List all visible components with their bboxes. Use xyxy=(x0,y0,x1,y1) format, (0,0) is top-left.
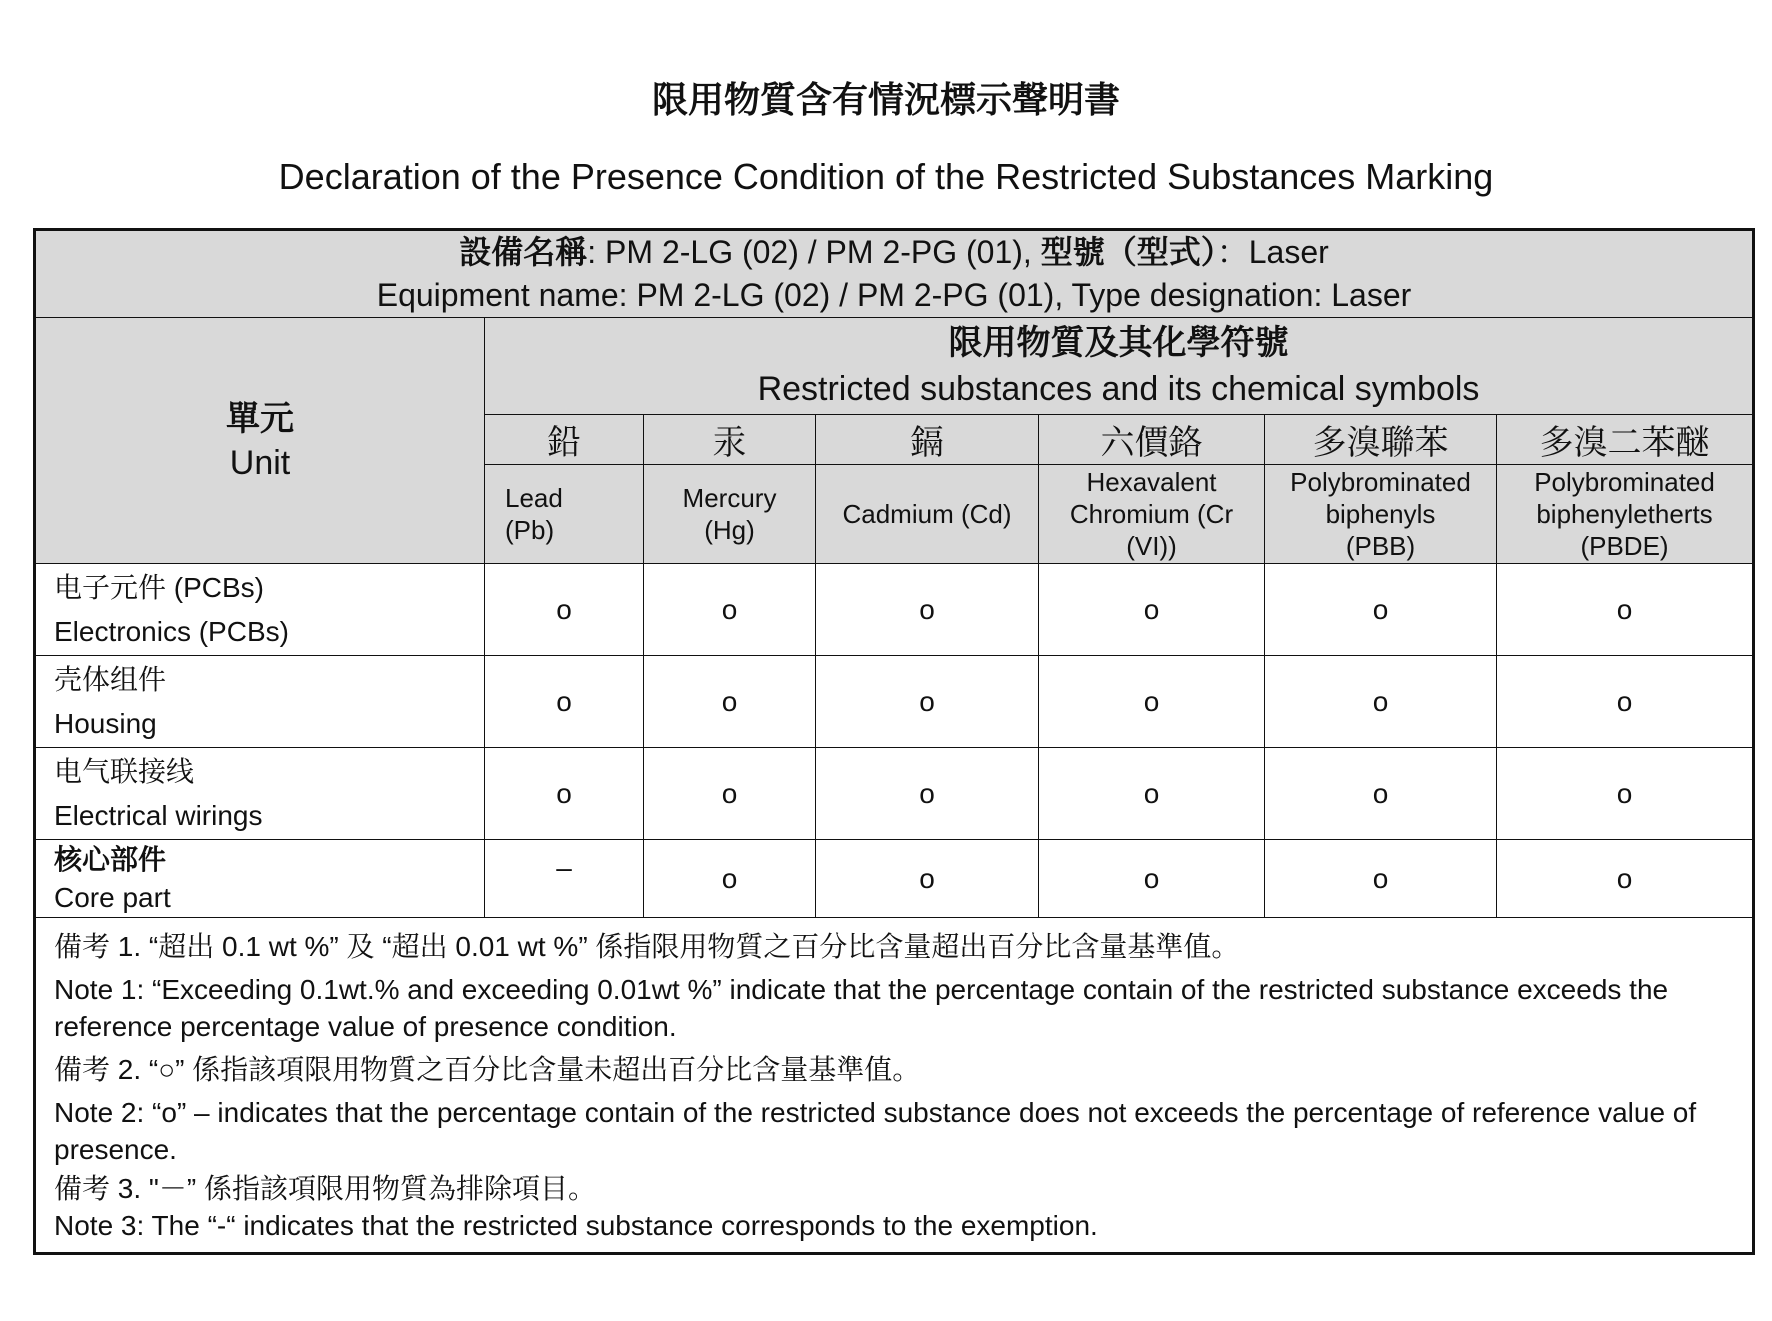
note-3-en: Note 3: The “-“ indicates that the restricted substance corresponds to the exemption. xyxy=(54,1210,1098,1241)
row-label-core xyxy=(35,840,485,918)
value-cell: – xyxy=(485,840,644,918)
value-cell: o xyxy=(816,840,1039,918)
equipment-zh-type: ：Laser xyxy=(1216,234,1329,270)
substance-en-pbde xyxy=(1497,465,1754,564)
row-label-en: Housing xyxy=(54,707,157,739)
substance-en-mercury xyxy=(644,465,816,564)
table-row xyxy=(35,564,1754,656)
substance-zh-lead: 鉛 xyxy=(485,415,644,465)
value-cell: o xyxy=(1265,564,1497,656)
value-cell: o xyxy=(1265,748,1497,840)
row-label-zh: 壳体组件 xyxy=(54,663,167,695)
substance-en-line: (Hg) xyxy=(704,515,755,545)
value-cell: o xyxy=(1039,748,1265,840)
equipment-en-line: Equipment name: PM 2-LG (02) / PM 2-PG (01), Type designation: Laser xyxy=(376,277,1412,313)
value-cell: o xyxy=(1265,656,1497,748)
substance-zh-pbde: 多溴二苯醚 xyxy=(1497,415,1754,465)
value-cell: o xyxy=(485,564,644,656)
value-cell: o xyxy=(644,748,816,840)
value-cell: o xyxy=(1497,840,1754,918)
value-cell: o xyxy=(816,748,1039,840)
substance-en-cadmium xyxy=(816,465,1039,564)
substance-en-line: biphenyletherts xyxy=(1536,499,1713,529)
note-3-zh: 備考 3. "－” 係指該項限用物質為排除項目。 xyxy=(54,1173,596,1204)
value-cell: o xyxy=(485,748,644,840)
page-title-en: Declaration of the Presence Condition of the Restricted Substances Marking xyxy=(278,156,1494,197)
notes-cell xyxy=(35,918,1754,1254)
substance-en-line: Cadmium (Cd) xyxy=(842,499,1012,529)
value-cell: o xyxy=(1039,840,1265,918)
declaration-table xyxy=(33,228,1755,1255)
substance-en-chromium xyxy=(1039,465,1265,564)
value-cell: o xyxy=(1039,656,1265,748)
unit-header-zh: 單元 xyxy=(226,399,294,438)
equipment-cell xyxy=(35,230,1754,318)
substance-en-lead xyxy=(485,465,644,564)
value-cell: o xyxy=(644,656,816,748)
value-cell: o xyxy=(816,564,1039,656)
table-row xyxy=(35,748,1754,840)
row-label-en: Electronics (PCBs) xyxy=(54,615,289,647)
substance-zh-chromium: 六價鉻 xyxy=(1039,415,1265,465)
substance-en-pbb xyxy=(1265,465,1497,564)
equipment-zh-type-label: 型號（型式） xyxy=(1040,234,1217,270)
value-cell: o xyxy=(644,564,816,656)
row-label-wirings xyxy=(35,748,485,840)
substance-zh-mercury: 汞 xyxy=(644,415,816,465)
restricted-header-row xyxy=(35,318,1754,415)
restricted-header-cell xyxy=(485,318,1754,415)
row-label-zh: 电子元件 (PCBs) xyxy=(54,571,265,603)
substance-en-line: Hexavalent xyxy=(1086,467,1217,497)
row-label-zh: 电气联接线 xyxy=(54,755,195,787)
value-cell: o xyxy=(1497,748,1754,840)
substance-en-line: Chromium (Cr xyxy=(1069,499,1234,529)
notes-row xyxy=(35,918,1754,1254)
row-label-electronics xyxy=(35,564,485,656)
substance-en-line: Polybrominated xyxy=(1290,467,1471,497)
substance-en-line: Mercury xyxy=(682,483,777,513)
row-label-en: Core part xyxy=(54,881,171,913)
substance-en-line: (PBDE) xyxy=(1580,531,1669,561)
unit-header-cell xyxy=(35,318,485,564)
value-cell: o xyxy=(485,656,644,748)
row-label-en: Electrical wirings xyxy=(54,799,263,831)
equipment-zh-line xyxy=(36,231,1752,274)
substance-en-line: (PBB) xyxy=(1345,531,1416,561)
value-cell: o xyxy=(1497,564,1754,656)
row-label-housing xyxy=(35,656,485,748)
equipment-zh-label: 設備名稱 xyxy=(459,234,588,270)
substance-en-line: Polybrominated xyxy=(1534,467,1715,497)
note-2-zh: 備考 2. “○” 係指該項限用物質之百分比含量未超出百分比含量基準值。 xyxy=(54,1054,921,1085)
value-cell: o xyxy=(644,840,816,918)
note-2-en: Note 2: “o” – indicates that the percentage contain of the restricted substance does not exceeds the percentage of reference value of presence. xyxy=(54,1097,1697,1165)
equipment-row xyxy=(35,230,1754,318)
note-1-en: Note 1: “Exceeding 0.1wt.% and exceeding 0.01wt %” indicate that the percentage contain of the restricted substance exceeds the reference percentage value of presence condition. xyxy=(54,974,1669,1042)
restricted-header-zh: 限用物質及其化學符號 xyxy=(948,324,1289,362)
value-cell: o xyxy=(1497,656,1754,748)
value-cell: o xyxy=(1039,564,1265,656)
value-cell: o xyxy=(1265,840,1497,918)
value-cell: o xyxy=(816,656,1039,748)
substance-en-line: (VI)) xyxy=(1126,531,1177,561)
substance-zh-pbb: 多溴聯苯 xyxy=(1265,415,1497,465)
unit-header-en: Unit xyxy=(229,443,291,482)
note-1-zh: 備考 1. “超出 0.1 wt %” 及 “超出 0.01 wt %” 係指限用物質之百分比含量超出百分比含量基準值。 xyxy=(54,931,1240,962)
table-row xyxy=(35,656,1754,748)
row-label-zh: 核心部件 xyxy=(54,843,167,875)
equipment-zh-model: : PM 2-LG (02) / PM 2-PG (01), xyxy=(587,234,1041,270)
substance-zh-cadmium: 鎘 xyxy=(816,415,1039,465)
table-row xyxy=(35,840,1754,918)
page-title-zh: 限用物質含有情況標示聲明書 xyxy=(651,80,1120,121)
substance-en-line: biphenyls xyxy=(1325,499,1436,529)
restricted-header-en: Restricted substances and its chemical symbols xyxy=(757,370,1480,408)
substance-en-line: Lead xyxy=(505,483,563,513)
substance-en-line: (Pb) xyxy=(505,515,555,545)
